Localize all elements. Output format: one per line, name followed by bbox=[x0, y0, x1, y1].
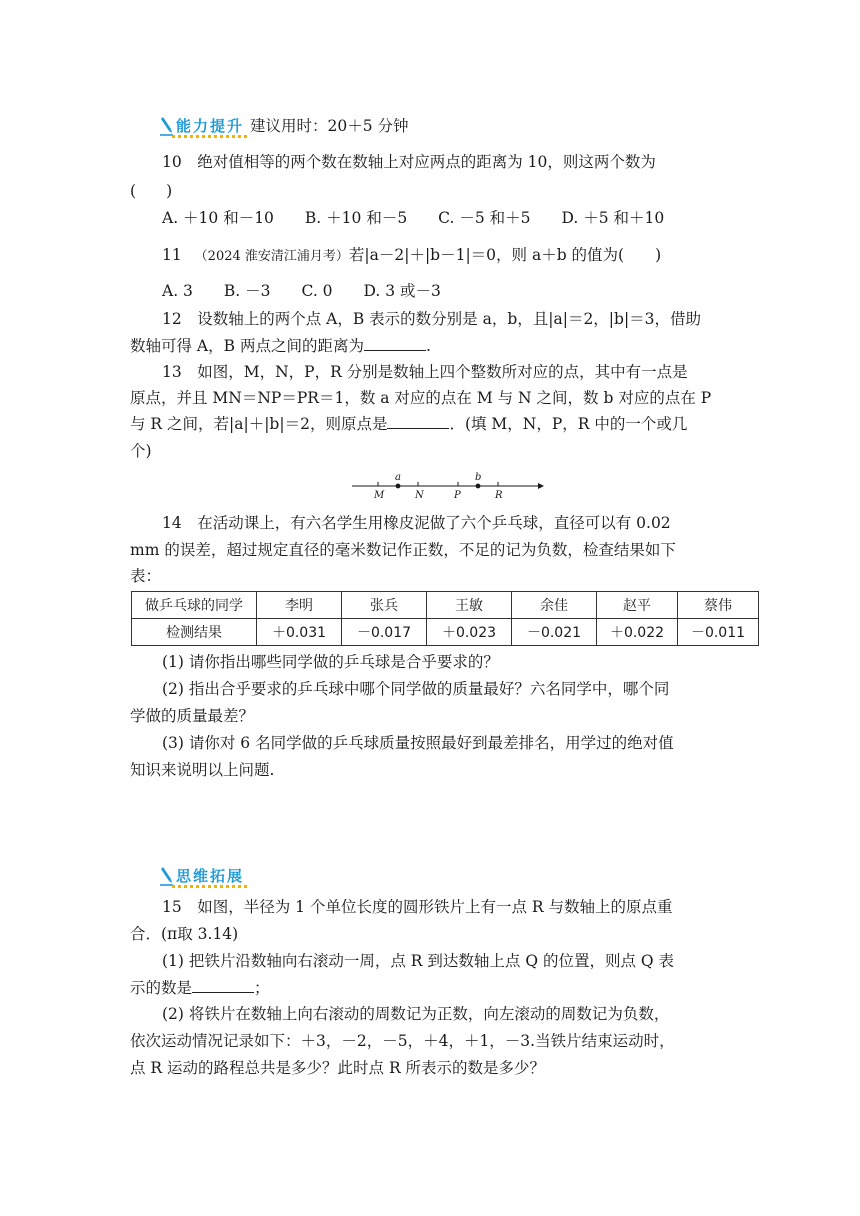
table-cell: 王敏 bbox=[427, 592, 512, 619]
answer-blank bbox=[364, 336, 426, 351]
table-cell: 余佳 bbox=[512, 592, 597, 619]
table-cell: －0.021 bbox=[512, 619, 597, 646]
q12-line2: 数轴可得 A，B 两点之间的距离为 . bbox=[130, 337, 431, 355]
q14-line3: 表： bbox=[130, 567, 162, 585]
q11-text: 若|a－2|＋|b－1|＝0，则 a＋b 的值为( ) bbox=[348, 246, 662, 264]
table-cell: ＋0.031 bbox=[257, 619, 342, 646]
point-b-label: b bbox=[475, 472, 482, 483]
answer-blank bbox=[387, 414, 449, 429]
q13-line1: 13 如图，M，N，P，R 分别是数轴上四个整数所对应的点，其中有一点是 bbox=[162, 363, 688, 381]
q10-answer-paren: ( ) bbox=[130, 182, 173, 200]
point-a-dot bbox=[396, 484, 401, 489]
q14-sub1: (1) 请你指出哪些同学做的乒乓球是合乎要求的？ bbox=[162, 653, 499, 671]
q13-line3: 与 R 之间，若|a|＋|b|＝2，则原点是 ．(填 M，N，P，R 中的一个或几 bbox=[130, 415, 688, 433]
table-cell: 蔡伟 bbox=[678, 592, 759, 619]
section-header-ability bbox=[160, 114, 409, 136]
q13-line4: 个) bbox=[130, 442, 152, 460]
q15-line1: 15 如图，半径为 1 个单位长度的圆形铁片上有一点 R 与数轴上的原点重 bbox=[162, 898, 673, 916]
q11-source: （2024 淮安清江浦月考） bbox=[194, 249, 349, 264]
table-cell: 张兵 bbox=[342, 592, 427, 619]
table-cell: 做乒乓球的同学 bbox=[132, 592, 257, 619]
q10-options: A. ＋10 和－10 B. ＋10 和－5 C. －5 和＋5 D. ＋5 和＋10 bbox=[162, 209, 665, 227]
table-header-row bbox=[132, 592, 759, 619]
answer-blank bbox=[192, 978, 254, 993]
section-header-thinking bbox=[160, 864, 248, 886]
number-line-figure bbox=[350, 470, 546, 502]
q14-line1: 14 在活动课上，有六名学生用橡皮泥做了六个乒乓球，直径可以有 0.02 bbox=[162, 514, 671, 532]
table-cell: 赵平 bbox=[597, 592, 678, 619]
q13-line2: 原点，并且 MN＝NP＝PR＝1，数 a 对应的点在 M 与 N 之间，数 b 对应的点在 P bbox=[130, 389, 712, 407]
tick-label-m: M bbox=[374, 490, 385, 501]
tick-label-n: N bbox=[415, 490, 424, 501]
q15-sub2-line2: 依次运动情况记录如下：＋3，－2，－5，＋4，＋1，－3.当铁片结束运动时， bbox=[130, 1032, 675, 1050]
q15-sub2-line3: 点 R 运动的路程总共是多少？此时点 R 所表示的数是多少？ bbox=[130, 1059, 546, 1077]
table-cell: 李明 bbox=[257, 592, 342, 619]
q14-sub2-line2: 学做的质量最差？ bbox=[130, 707, 255, 725]
q14-sub2-line1: (2) 指出合乎要求的乒乓球中哪个同学做的质量最好？六名同学中，哪个同 bbox=[162, 680, 670, 698]
table-row bbox=[132, 619, 759, 646]
q15-sub2-line1: (2) 将铁片在数轴上向右滚动的周数记为正数，向左滚动的周数记为负数， bbox=[162, 1005, 670, 1023]
q11-options: A. 3 B. －3 C. 0 D. 3 或－3 bbox=[162, 282, 441, 300]
section-tag-label: 思维拓展 bbox=[176, 867, 245, 885]
table-cell: －0.017 bbox=[342, 619, 427, 646]
point-a-label: a bbox=[395, 472, 401, 483]
q11-number: 11 bbox=[162, 246, 182, 264]
table-cell: ＋0.023 bbox=[427, 619, 512, 646]
q14-sub3-line2: 知识来说明以上问题. bbox=[130, 761, 275, 779]
q12-line1: 12 设数轴上的两个点 A，B 表示的数分别是 a，b，且|a|＝2，|b|＝3，借助 bbox=[162, 310, 702, 328]
table-cell: 检测结果 bbox=[132, 619, 257, 646]
q15-sub1-line1: (1) 把铁片沿数轴向右滚动一周，点 R 到达数轴上点 Q 的位置，则点 Q 表 bbox=[162, 952, 675, 970]
pencil-icon bbox=[160, 866, 174, 886]
q10-stem: 10 绝对值相等的两个数在数轴上对应两点的距离为 10，则这两个数为 bbox=[162, 153, 656, 171]
q11-stem bbox=[162, 245, 661, 267]
q14-line2: mm 的误差，超过规定直径的毫米数记作正数，不足的记为负数，检查结果如下 bbox=[130, 541, 676, 559]
table-cell: －0.011 bbox=[678, 619, 759, 646]
q15-line2: 合．(π取 3.14) bbox=[130, 925, 239, 943]
pencil-icon bbox=[160, 116, 174, 136]
suggested-time: 建议用时：20＋5 分钟 bbox=[250, 117, 409, 135]
point-b-dot bbox=[476, 484, 481, 489]
table-cell: ＋0.022 bbox=[597, 619, 678, 646]
q15-sub1-line2: 示的数是 ； bbox=[130, 979, 270, 997]
results-table bbox=[131, 591, 759, 646]
section-tag-label: 能力提升 bbox=[176, 117, 245, 135]
tick-label-p: P bbox=[454, 490, 461, 501]
tick-label-r: R bbox=[495, 490, 503, 501]
q14-sub3-line1: (3) 请你对 6 名同学做的乒乓球质量按照最好到最差排名，用学过的绝对值 bbox=[162, 734, 674, 752]
